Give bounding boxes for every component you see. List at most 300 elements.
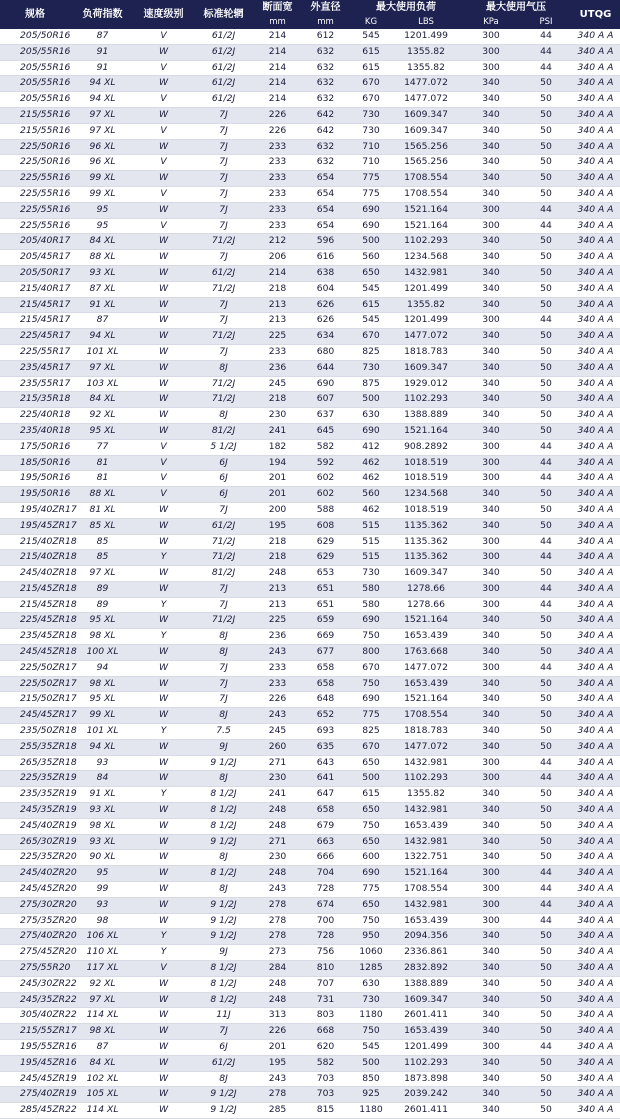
- cell-load-lbs: 1873.898: [391, 1071, 461, 1087]
- cell-pressure-psi: 44: [521, 313, 571, 329]
- cell-section-width: 285: [255, 1103, 300, 1119]
- cell-speed-rating: W: [135, 913, 192, 929]
- cell-spec: 245/45ZR19: [0, 1071, 70, 1087]
- cell-speed-rating: W: [135, 329, 192, 345]
- cell-pressure-psi: 50: [521, 1103, 571, 1119]
- cell-pressure-kpa: 340: [461, 250, 521, 266]
- cell-load-lbs: 1201.499: [391, 1040, 461, 1056]
- table-row: [0, 1008, 620, 1024]
- cell-spec: 195/50R16: [0, 471, 70, 487]
- cell-load-kg: 462: [351, 502, 391, 518]
- cell-rim: 8J: [192, 708, 255, 724]
- cell-section-width: 245: [255, 376, 300, 392]
- unit-section-width: mm: [255, 15, 300, 29]
- cell-pressure-kpa: 340: [461, 1103, 521, 1119]
- cell-rim: 7J: [192, 218, 255, 234]
- table-row: [0, 92, 620, 108]
- cell-section-width: 213: [255, 597, 300, 613]
- cell-load-lbs: 1432.981: [391, 265, 461, 281]
- cell-utqg: 340 A A: [571, 202, 620, 218]
- cell-speed-rating: V: [135, 961, 192, 977]
- cell-speed-rating: W: [135, 281, 192, 297]
- cell-pressure-kpa: 300: [461, 455, 521, 471]
- cell-section-width: 226: [255, 692, 300, 708]
- cell-rim: 7J: [192, 581, 255, 597]
- cell-pressure-kpa: 340: [461, 234, 521, 250]
- cell-spec: 205/55R16: [0, 60, 70, 76]
- cell-rim: 71/2J: [192, 281, 255, 297]
- cell-load-index: 106 XL: [70, 929, 135, 945]
- cell-outer-diameter: 637: [300, 408, 351, 424]
- cell-load-kg: 615: [351, 60, 391, 76]
- cell-load-index: 117 XL: [70, 961, 135, 977]
- cell-load-index: 97 XL: [70, 123, 135, 139]
- table-row: [0, 313, 620, 329]
- cell-outer-diameter: 674: [300, 897, 351, 913]
- cell-pressure-psi: 50: [521, 645, 571, 661]
- cell-utqg: 340 A A: [571, 866, 620, 882]
- table-row: [0, 376, 620, 392]
- cell-load-lbs: 1818.783: [391, 344, 461, 360]
- cell-pressure-psi: 44: [521, 913, 571, 929]
- cell-pressure-psi: 44: [521, 597, 571, 613]
- cell-section-width: 213: [255, 297, 300, 313]
- cell-outer-diameter: 731: [300, 992, 351, 1008]
- cell-load-lbs: 1432.981: [391, 803, 461, 819]
- cell-pressure-psi: 44: [521, 44, 571, 60]
- cell-speed-rating: W: [135, 202, 192, 218]
- cell-section-width: 218: [255, 392, 300, 408]
- header-utqg: UTQG: [571, 0, 620, 29]
- cell-load-index: 88 XL: [70, 250, 135, 266]
- cell-load-lbs: 1609.347: [391, 360, 461, 376]
- cell-load-kg: 690: [351, 613, 391, 629]
- cell-load-kg: 545: [351, 313, 391, 329]
- cell-load-lbs: 1708.554: [391, 708, 461, 724]
- cell-load-lbs: 1102.293: [391, 1055, 461, 1071]
- cell-load-lbs: 1653.439: [391, 676, 461, 692]
- cell-load-kg: 500: [351, 234, 391, 250]
- cell-speed-rating: W: [135, 771, 192, 787]
- cell-rim: 61/2J: [192, 265, 255, 281]
- cell-section-width: 214: [255, 60, 300, 76]
- cell-spec: 205/40R17: [0, 234, 70, 250]
- cell-utqg: 340 A A: [571, 171, 620, 187]
- cell-utqg: 340 A A: [571, 1087, 620, 1103]
- cell-speed-rating: W: [135, 897, 192, 913]
- cell-load-kg: 545: [351, 281, 391, 297]
- cell-speed-rating: V: [135, 471, 192, 487]
- table-row: [0, 60, 620, 76]
- cell-load-kg: 730: [351, 566, 391, 582]
- cell-spec: 265/30ZR19: [0, 834, 70, 850]
- cell-load-kg: 825: [351, 344, 391, 360]
- cell-pressure-psi: 50: [521, 518, 571, 534]
- cell-spec: 245/40ZR18: [0, 566, 70, 582]
- cell-load-index: 96 XL: [70, 139, 135, 155]
- cell-rim: 8J: [192, 850, 255, 866]
- cell-load-kg: 670: [351, 739, 391, 755]
- cell-speed-rating: W: [135, 676, 192, 692]
- cell-utqg: 340 A A: [571, 155, 620, 171]
- cell-utqg: 340 A A: [571, 1055, 620, 1071]
- cell-section-width: 248: [255, 566, 300, 582]
- cell-load-index: 93: [70, 755, 135, 771]
- cell-outer-diameter: 596: [300, 234, 351, 250]
- cell-utqg: 340 A A: [571, 566, 620, 582]
- cell-load-kg: 750: [351, 1024, 391, 1040]
- cell-pressure-psi: 50: [521, 1071, 571, 1087]
- cell-rim: 81/2J: [192, 566, 255, 582]
- cell-utqg: 340 A A: [571, 1071, 620, 1087]
- table-row: [0, 107, 620, 123]
- cell-speed-rating: W: [135, 297, 192, 313]
- cell-load-lbs: 1565.256: [391, 155, 461, 171]
- cell-pressure-psi: 50: [521, 818, 571, 834]
- cell-pressure-kpa: 340: [461, 123, 521, 139]
- cell-rim: 8J: [192, 408, 255, 424]
- cell-outer-diameter: 604: [300, 281, 351, 297]
- cell-load-lbs: 1708.554: [391, 171, 461, 187]
- cell-load-kg: 775: [351, 171, 391, 187]
- cell-rim: 7J: [192, 202, 255, 218]
- cell-utqg: 340 A A: [571, 976, 620, 992]
- cell-section-width: 195: [255, 1055, 300, 1071]
- cell-outer-diameter: 703: [300, 1087, 351, 1103]
- cell-section-width: 200: [255, 502, 300, 518]
- cell-load-kg: 650: [351, 897, 391, 913]
- cell-speed-rating: W: [135, 1008, 192, 1024]
- cell-pressure-psi: 50: [521, 92, 571, 108]
- cell-pressure-kpa: 340: [461, 344, 521, 360]
- cell-pressure-kpa: 300: [461, 471, 521, 487]
- cell-pressure-kpa: 340: [461, 1055, 521, 1071]
- table-row: [0, 155, 620, 171]
- cell-load-index: 93 XL: [70, 803, 135, 819]
- cell-pressure-psi: 50: [521, 708, 571, 724]
- cell-load-lbs: 1278.66: [391, 597, 461, 613]
- cell-speed-rating: W: [135, 1103, 192, 1119]
- cell-pressure-kpa: 340: [461, 787, 521, 803]
- cell-utqg: 340 A A: [571, 518, 620, 534]
- cell-speed-rating: W: [135, 313, 192, 329]
- table-row: [0, 534, 620, 550]
- cell-load-lbs: 1355.82: [391, 44, 461, 60]
- header-speed-rating: 速度级别: [135, 0, 192, 29]
- cell-section-width: 236: [255, 360, 300, 376]
- cell-speed-rating: W: [135, 834, 192, 850]
- cell-load-kg: 500: [351, 1055, 391, 1071]
- cell-rim: 7J: [192, 250, 255, 266]
- table-row: [0, 724, 620, 740]
- cell-outer-diameter: 703: [300, 1071, 351, 1087]
- cell-load-kg: 875: [351, 376, 391, 392]
- table-row: [0, 471, 620, 487]
- cell-load-kg: 515: [351, 518, 391, 534]
- cell-rim: 8J: [192, 882, 255, 898]
- cell-pressure-psi: 50: [521, 329, 571, 345]
- cell-load-index: 93: [70, 897, 135, 913]
- cell-utqg: 340 A A: [571, 834, 620, 850]
- cell-pressure-kpa: 300: [461, 866, 521, 882]
- cell-speed-rating: W: [135, 518, 192, 534]
- cell-pressure-psi: 50: [521, 234, 571, 250]
- cell-outer-diameter: 612: [300, 29, 351, 44]
- cell-load-lbs: 2601.411: [391, 1008, 461, 1024]
- cell-load-kg: 1285: [351, 961, 391, 977]
- cell-outer-diameter: 693: [300, 724, 351, 740]
- cell-section-width: 233: [255, 676, 300, 692]
- cell-load-kg: 730: [351, 123, 391, 139]
- cell-pressure-kpa: 340: [461, 945, 521, 961]
- cell-load-kg: 545: [351, 1040, 391, 1056]
- table-row: [0, 834, 620, 850]
- cell-load-index: 85: [70, 534, 135, 550]
- cell-section-width: 213: [255, 581, 300, 597]
- cell-speed-rating: W: [135, 423, 192, 439]
- cell-load-lbs: 1565.256: [391, 139, 461, 155]
- cell-pressure-psi: 50: [521, 250, 571, 266]
- cell-load-kg: 600: [351, 850, 391, 866]
- cell-section-width: 233: [255, 660, 300, 676]
- cell-pressure-psi: 50: [521, 186, 571, 202]
- cell-utqg: 340 A A: [571, 945, 620, 961]
- cell-spec: 235/45R17: [0, 360, 70, 376]
- cell-load-kg: 500: [351, 392, 391, 408]
- cell-pressure-kpa: 300: [461, 313, 521, 329]
- cell-load-kg: 730: [351, 992, 391, 1008]
- cell-pressure-psi: 50: [521, 929, 571, 945]
- cell-rim: 61/2J: [192, 92, 255, 108]
- cell-load-lbs: 1653.439: [391, 913, 461, 929]
- cell-load-kg: 710: [351, 139, 391, 155]
- cell-section-width: 212: [255, 234, 300, 250]
- cell-pressure-kpa: 300: [461, 534, 521, 550]
- cell-load-lbs: 1018.519: [391, 455, 461, 471]
- cell-pressure-kpa: 340: [461, 834, 521, 850]
- cell-section-width: 214: [255, 29, 300, 44]
- cell-pressure-kpa: 340: [461, 692, 521, 708]
- cell-utqg: 340 A A: [571, 850, 620, 866]
- cell-section-width: 248: [255, 818, 300, 834]
- table-header: [0, 0, 620, 29]
- cell-pressure-kpa: 300: [461, 913, 521, 929]
- cell-load-lbs: 2094.356: [391, 929, 461, 945]
- cell-speed-rating: W: [135, 976, 192, 992]
- cell-load-index: 87: [70, 29, 135, 44]
- cell-load-lbs: 1521.164: [391, 202, 461, 218]
- cell-pressure-psi: 50: [521, 961, 571, 977]
- cell-load-lbs: 1521.164: [391, 218, 461, 234]
- cell-spec: 195/45ZR17: [0, 518, 70, 534]
- cell-utqg: 340 A A: [571, 439, 620, 455]
- cell-outer-diameter: 626: [300, 313, 351, 329]
- cell-load-lbs: 1135.362: [391, 518, 461, 534]
- cell-load-index: 89: [70, 581, 135, 597]
- cell-load-index: 84: [70, 771, 135, 787]
- cell-rim: 61/2J: [192, 1055, 255, 1071]
- cell-pressure-kpa: 340: [461, 281, 521, 297]
- cell-load-index: 96 XL: [70, 155, 135, 171]
- cell-section-width: 182: [255, 439, 300, 455]
- cell-outer-diameter: 690: [300, 376, 351, 392]
- cell-outer-diameter: 616: [300, 250, 351, 266]
- cell-spec: 255/35ZR18: [0, 739, 70, 755]
- cell-utqg: 340 A A: [571, 139, 620, 155]
- cell-rim: 7J: [192, 597, 255, 613]
- cell-outer-diameter: 643: [300, 755, 351, 771]
- table-row: [0, 581, 620, 597]
- cell-utqg: 340 A A: [571, 423, 620, 439]
- table-row: [0, 976, 620, 992]
- table-row: [0, 360, 620, 376]
- cell-spec: 225/35ZR20: [0, 850, 70, 866]
- cell-section-width: 230: [255, 408, 300, 424]
- unit-kg: KG: [351, 15, 391, 29]
- cell-pressure-kpa: 340: [461, 518, 521, 534]
- cell-section-width: 213: [255, 313, 300, 329]
- cell-spec: 245/35ZR22: [0, 992, 70, 1008]
- cell-spec: 205/50R17: [0, 265, 70, 281]
- cell-load-index: 99 XL: [70, 171, 135, 187]
- cell-load-lbs: 2336.861: [391, 945, 461, 961]
- cell-spec: 285/45ZR22: [0, 1103, 70, 1119]
- cell-pressure-kpa: 340: [461, 961, 521, 977]
- cell-load-kg: 730: [351, 107, 391, 123]
- table-row: [0, 329, 620, 345]
- cell-outer-diameter: 626: [300, 297, 351, 313]
- cell-speed-rating: V: [135, 155, 192, 171]
- cell-utqg: 340 A A: [571, 455, 620, 471]
- cell-utqg: 340 A A: [571, 360, 620, 376]
- cell-pressure-psi: 44: [521, 471, 571, 487]
- cell-pressure-kpa: 340: [461, 1024, 521, 1040]
- cell-pressure-psi: 50: [521, 487, 571, 503]
- cell-utqg: 340 A A: [571, 44, 620, 60]
- cell-section-width: 201: [255, 1040, 300, 1056]
- cell-outer-diameter: 647: [300, 787, 351, 803]
- cell-spec: 245/35ZR19: [0, 803, 70, 819]
- cell-spec: 195/55ZR16: [0, 1040, 70, 1056]
- cell-load-index: 97 XL: [70, 992, 135, 1008]
- cell-pressure-kpa: 300: [461, 550, 521, 566]
- cell-rim: 61/2J: [192, 44, 255, 60]
- cell-outer-diameter: 728: [300, 929, 351, 945]
- cell-pressure-psi: 50: [521, 360, 571, 376]
- cell-speed-rating: W: [135, 408, 192, 424]
- cell-section-width: 248: [255, 803, 300, 819]
- cell-load-index: 92 XL: [70, 408, 135, 424]
- cell-pressure-psi: 50: [521, 724, 571, 740]
- cell-section-width: 278: [255, 1087, 300, 1103]
- cell-spec: 225/50R16: [0, 155, 70, 171]
- cell-utqg: 340 A A: [571, 344, 620, 360]
- table-row: [0, 518, 620, 534]
- cell-rim: 71/2J: [192, 376, 255, 392]
- cell-pressure-psi: 50: [521, 392, 571, 408]
- cell-speed-rating: W: [135, 566, 192, 582]
- cell-utqg: 340 A A: [571, 281, 620, 297]
- cell-load-index: 94 XL: [70, 329, 135, 345]
- cell-speed-rating: W: [135, 645, 192, 661]
- cell-utqg: 340 A A: [571, 186, 620, 202]
- cell-utqg: 340 A A: [571, 897, 620, 913]
- cell-outer-diameter: 607: [300, 392, 351, 408]
- cell-utqg: 340 A A: [571, 882, 620, 898]
- cell-load-index: 99 XL: [70, 186, 135, 202]
- cell-spec: 215/50ZR17: [0, 692, 70, 708]
- cell-rim: 61/2J: [192, 518, 255, 534]
- cell-outer-diameter: 679: [300, 818, 351, 834]
- cell-speed-rating: W: [135, 1087, 192, 1103]
- cell-pressure-psi: 44: [521, 202, 571, 218]
- cell-pressure-psi: 50: [521, 1024, 571, 1040]
- table-row: [0, 945, 620, 961]
- header-outer-diameter: 外直径: [300, 0, 351, 15]
- cell-section-width: 248: [255, 976, 300, 992]
- table-row: [0, 392, 620, 408]
- cell-load-kg: 825: [351, 724, 391, 740]
- cell-pressure-kpa: 300: [461, 755, 521, 771]
- cell-speed-rating: W: [135, 534, 192, 550]
- cell-pressure-kpa: 300: [461, 771, 521, 787]
- cell-load-lbs: 1278.66: [391, 581, 461, 597]
- cell-section-width: 225: [255, 329, 300, 345]
- cell-section-width: 273: [255, 945, 300, 961]
- table-row: [0, 755, 620, 771]
- table-row: [0, 1055, 620, 1071]
- cell-load-index: 88 XL: [70, 487, 135, 503]
- table-row: [0, 281, 620, 297]
- cell-outer-diameter: 635: [300, 739, 351, 755]
- cell-load-index: 84 XL: [70, 392, 135, 408]
- cell-pressure-psi: 50: [521, 423, 571, 439]
- cell-outer-diameter: 668: [300, 1024, 351, 1040]
- cell-section-width: 226: [255, 123, 300, 139]
- cell-section-width: 243: [255, 882, 300, 898]
- table-body: [0, 29, 620, 1118]
- cell-spec: 245/45ZR17: [0, 708, 70, 724]
- cell-speed-rating: W: [135, 250, 192, 266]
- table-row: [0, 139, 620, 155]
- cell-rim: 7J: [192, 676, 255, 692]
- cell-utqg: 340 A A: [571, 913, 620, 929]
- cell-rim: 9 1/2J: [192, 897, 255, 913]
- table-row: [0, 202, 620, 218]
- cell-rim: 8J: [192, 1071, 255, 1087]
- cell-pressure-psi: 50: [521, 834, 571, 850]
- cell-section-width: 233: [255, 139, 300, 155]
- cell-speed-rating: W: [135, 660, 192, 676]
- cell-section-width: 218: [255, 281, 300, 297]
- cell-pressure-psi: 44: [521, 455, 571, 471]
- cell-section-width: 248: [255, 992, 300, 1008]
- cell-pressure-kpa: 340: [461, 186, 521, 202]
- cell-spec: 245/45ZR18: [0, 645, 70, 661]
- cell-spec: 235/40R18: [0, 423, 70, 439]
- cell-load-index: 110 XL: [70, 945, 135, 961]
- cell-load-index: 97 XL: [70, 566, 135, 582]
- cell-load-kg: 650: [351, 834, 391, 850]
- cell-speed-rating: W: [135, 344, 192, 360]
- cell-load-kg: 515: [351, 550, 391, 566]
- cell-speed-rating: W: [135, 755, 192, 771]
- cell-utqg: 340 A A: [571, 392, 620, 408]
- cell-load-kg: 750: [351, 676, 391, 692]
- cell-spec: 215/40R17: [0, 281, 70, 297]
- cell-section-width: 230: [255, 850, 300, 866]
- table-row: [0, 76, 620, 92]
